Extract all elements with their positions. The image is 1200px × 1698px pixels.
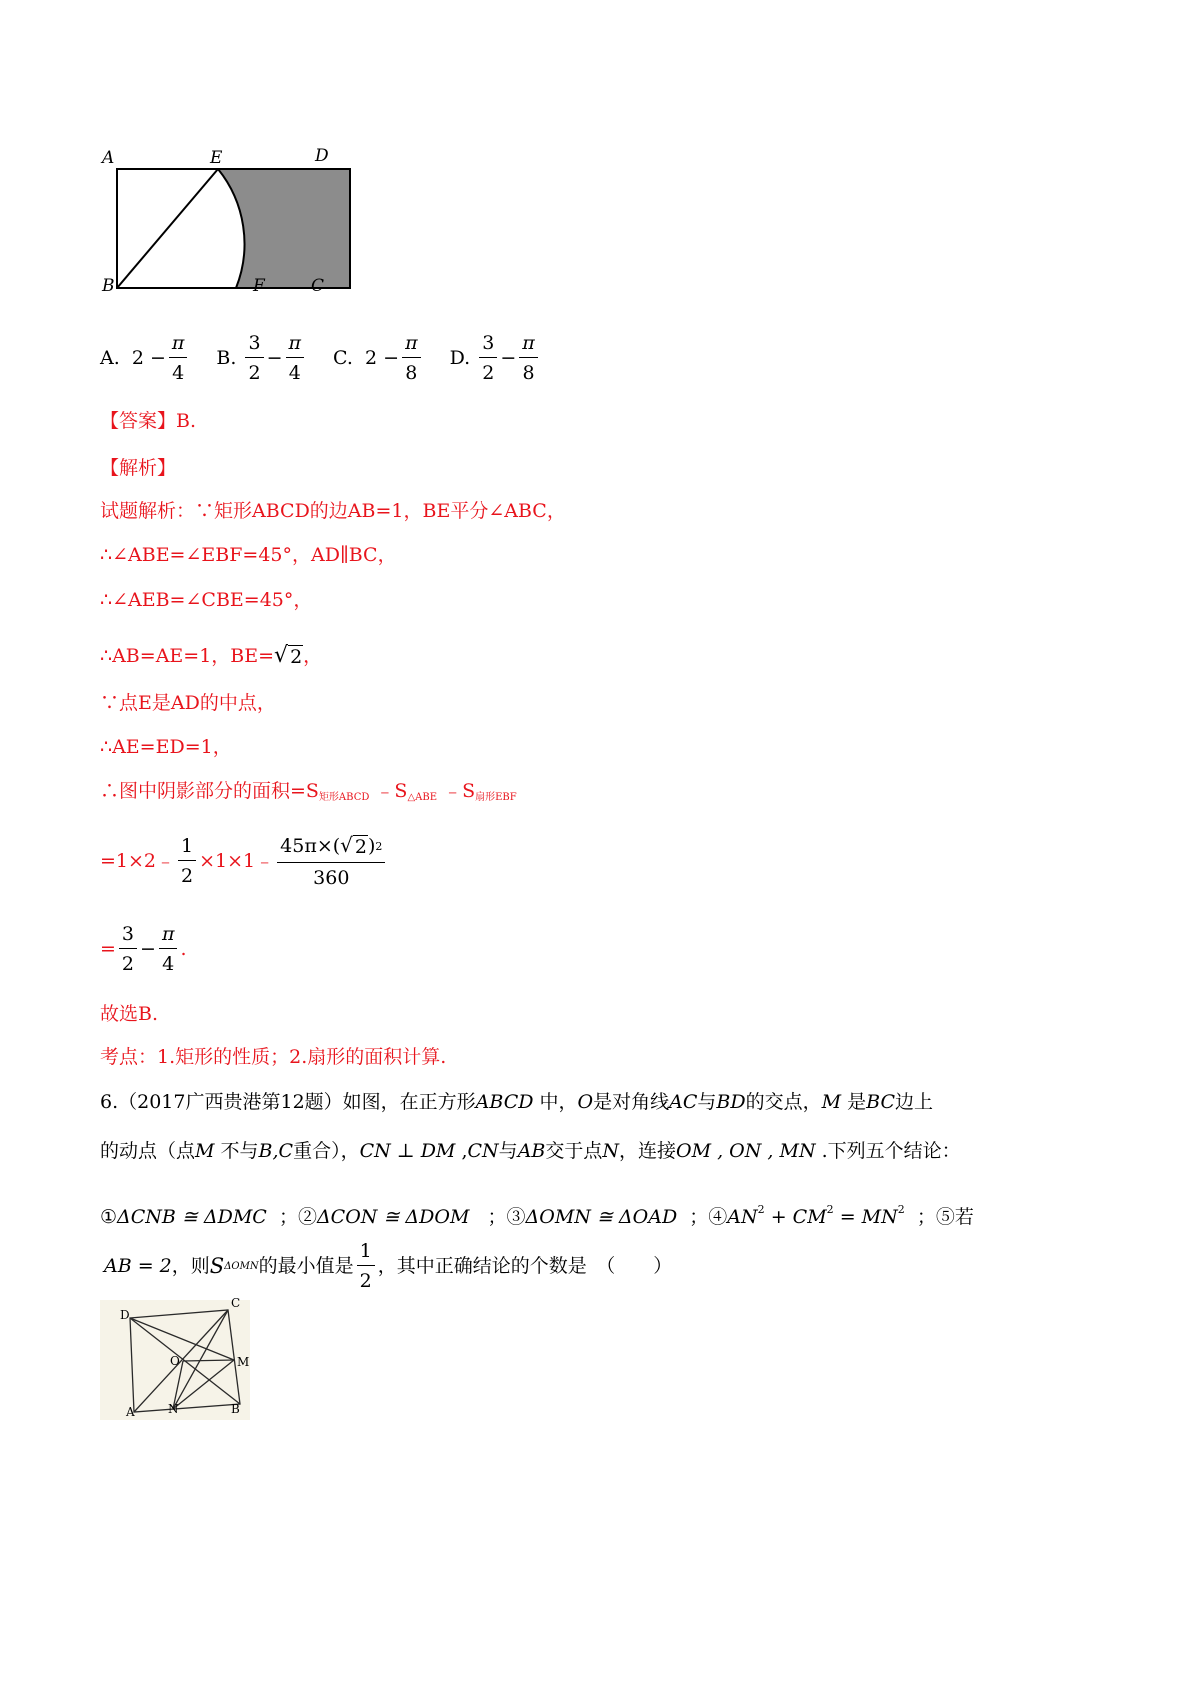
p6-p2a: 的动点（点 [100, 1140, 196, 1162]
fig2-label-o: O [170, 1354, 180, 1368]
fig2-label-d: D [120, 1308, 130, 1322]
solution-line-5: ∵点E是AD的中点， [100, 692, 276, 714]
label-d: D [315, 146, 329, 166]
p6-bc: BC [866, 1091, 895, 1113]
option-d [450, 334, 541, 383]
solution-line-3: ∴∠AEB=∠CBE=45°， [100, 589, 313, 611]
answer-line [100, 412, 196, 431]
answer-tag: 【答案】 [100, 410, 177, 432]
problem6-line-4 [104, 1242, 672, 1291]
label-c: C [311, 276, 325, 296]
p6-c4-exp3: 2 [897, 1203, 905, 1216]
option-b-lead-den: 2 [248, 362, 261, 384]
p6-p4b: 的最小值是 [258, 1255, 354, 1277]
p6-c4c: = MN [839, 1206, 898, 1228]
line9-op: − [140, 938, 156, 960]
p6-p2g: ，连接 [619, 1140, 677, 1162]
option-a-den: 4 [172, 362, 185, 384]
solution-line-6: ∴AE=ED=1， [100, 736, 232, 758]
p6-p2n: N [602, 1140, 620, 1162]
p6-p4ab: AB = 2 [104, 1255, 172, 1277]
label-a: A [102, 148, 115, 168]
solution-line-2: ∴∠ABE=∠EBF=45°，AD∥BC， [100, 544, 397, 566]
option-d-lead-den: 2 [482, 362, 495, 384]
option-a-num: π [169, 334, 188, 358]
option-b-num: π [286, 334, 305, 358]
fig2-label-b: B [231, 1402, 240, 1416]
p6-ac: AC [669, 1091, 698, 1113]
fig2-label-m: M [237, 1355, 250, 1369]
option-c-num: π [402, 334, 421, 358]
option-d-lead-num: 3 [479, 334, 497, 358]
p6-c1: ΔCNB ≅ ΔDMC [117, 1206, 267, 1228]
p6-p2c: 重合）， [293, 1140, 360, 1162]
option-d-num: π [519, 334, 538, 358]
problem6-line-3 [100, 1204, 974, 1227]
p6-p1d: 与 [697, 1091, 717, 1113]
problem6-line-2 [100, 1142, 961, 1161]
p6-p2h: .下列五个结论： [815, 1140, 961, 1162]
analysis-tag: 【解析】 [100, 457, 177, 479]
p6-p4a: ，则 [171, 1255, 210, 1277]
p6-p2b: 不与 [214, 1140, 259, 1162]
p6-c4-exp1: 2 [757, 1203, 765, 1216]
line7-sub3: 扇形EBF [475, 792, 517, 803]
p6-s4: ；⑤若 [916, 1206, 974, 1228]
fig2-label-c: C [231, 1296, 241, 1310]
line4-post: ， [303, 644, 323, 667]
option-b-label: B. [216, 347, 237, 369]
option-d-label: D. [449, 347, 471, 369]
p6-p2list: OM , ON , MN [676, 1140, 816, 1162]
p6-o: O [577, 1091, 594, 1113]
line8-frac2-exp: 2 [375, 839, 383, 853]
p6-abcd: ABCD [475, 1091, 534, 1113]
p6-p2ab: AB [517, 1140, 546, 1162]
option-c-op: − [383, 347, 400, 369]
option-a-lead: 2 [131, 347, 144, 369]
line7-sub1: 矩形ABCD [318, 792, 370, 803]
fig2-label-a: A [126, 1405, 135, 1419]
sqrt-2: √ 2 [274, 643, 303, 668]
p6-c1-mark: ① [100, 1206, 118, 1228]
solution-line-4 [100, 645, 322, 668]
line7-mid2: ﹣S [443, 780, 476, 802]
line8-frac1-den: 2 [181, 864, 194, 887]
option-a-label: A. [100, 347, 120, 369]
p6-p2bc: B,C [258, 1140, 294, 1162]
line9-frac2-den: 4 [162, 953, 175, 975]
p6-c3: ΔOMN ≅ ΔOAD [525, 1206, 678, 1228]
answer-value: B. [176, 410, 197, 432]
option-b-den: 4 [288, 362, 301, 384]
p6-p4-den: 2 [359, 1270, 372, 1292]
p6-p4c: ，其中正确结论的个数是 （ ） [377, 1255, 673, 1277]
label-b: B [102, 276, 115, 296]
option-c [333, 334, 424, 383]
line7-sub2: △ABE [407, 792, 438, 803]
line8-frac1-num: 1 [178, 837, 196, 861]
line9-frac2-num: π [159, 925, 178, 949]
solution-line-9 [100, 925, 186, 974]
p6-p1e: 的交点， [745, 1091, 822, 1113]
p6-s1: ；② [278, 1206, 317, 1228]
line9-pre: = [100, 938, 116, 960]
line9-frac1-num: 3 [119, 925, 137, 949]
solution-line-1: 试题解析：∵矩形ABCD的边AB=1，BE平分∠ABC， [100, 500, 566, 522]
p6-p1b: 中， [533, 1091, 578, 1113]
fig2-label-n: N [168, 1402, 179, 1416]
line7-mid1: ﹣S [375, 780, 408, 802]
p6-s3: ；④ [689, 1206, 728, 1228]
line4-pre: ∴AB=AE=1，BE= [100, 644, 275, 667]
answer-options [100, 334, 567, 383]
option-d-den: 8 [522, 362, 535, 384]
option-c-lead: 2 [365, 347, 378, 369]
line8-frac2-radicand: 2 [354, 836, 367, 858]
solution-line-10: 故选B. [100, 1003, 159, 1025]
line9-post: . [180, 938, 187, 960]
line8-pre: =1×2﹣ [100, 849, 176, 872]
problem6-line-1 [100, 1093, 933, 1112]
option-a-op: − [150, 347, 166, 369]
p6-p1f: 是 [841, 1091, 867, 1113]
p6-c4a: AN [727, 1206, 758, 1228]
option-b-op: − [266, 347, 283, 369]
solution-line-8: =1×2﹣ $\frac{1}{2}$ ×1×1﹣ 45π×( √ 2 ) 2 360 [100, 835, 388, 888]
line8-mid: ×1×1﹣ [199, 849, 275, 872]
p6-p1g: 边上 [895, 1091, 934, 1113]
line7-pre: ∴图中阴影部分的面积=S [100, 780, 319, 802]
label-f: F [253, 276, 265, 296]
p6-s2: ；③ [487, 1206, 526, 1228]
p6-c4b: + CM [770, 1206, 827, 1228]
p6-m: M [821, 1091, 842, 1113]
p6-p2m: M [195, 1140, 215, 1162]
p6-p2e: 与 [498, 1140, 518, 1162]
shaded-region [218, 169, 350, 288]
solution-line-11: 考点：1.矩形的性质；2.扇形的面积计算. [100, 1046, 447, 1068]
p6-p1c: 是对角线 [593, 1091, 670, 1113]
sqrt-2-radicand: 2 [290, 646, 303, 668]
p6-p4sub: ΔOMN [224, 1260, 259, 1272]
p6-c4-exp2: 2 [826, 1203, 834, 1216]
p6-bd: BD [716, 1091, 746, 1113]
p6-p2cn: CN ⊥ DM [359, 1140, 456, 1162]
option-d-op: − [500, 347, 517, 369]
option-c-label: C. [333, 347, 353, 369]
option-b [216, 334, 307, 383]
option-b-lead-num: 3 [245, 334, 263, 358]
line8-frac2-num-b: ) [368, 834, 376, 857]
p6-c2: ΔCON ≅ ΔDOM [316, 1206, 470, 1228]
p6-p2d: , [455, 1140, 468, 1162]
line9-frac1-den: 2 [121, 953, 135, 975]
solution-line-7 [100, 782, 517, 803]
p6-p4s: S [209, 1254, 225, 1278]
line8-frac2-num-a: 45π×( [280, 834, 341, 857]
p6-p1: 6.（2017广西贵港第12题）如图，在正方形 [100, 1091, 476, 1113]
p6-p2cn2: CN [467, 1140, 499, 1162]
p6-p2f: 交于点 [545, 1140, 603, 1162]
p6-p4-num: 1 [357, 1242, 375, 1266]
line8-frac2-den: 360 [313, 866, 350, 889]
label-e: E [210, 148, 223, 168]
option-c-den: 8 [405, 362, 418, 384]
option-a [100, 334, 190, 383]
segment-be [117, 169, 218, 288]
